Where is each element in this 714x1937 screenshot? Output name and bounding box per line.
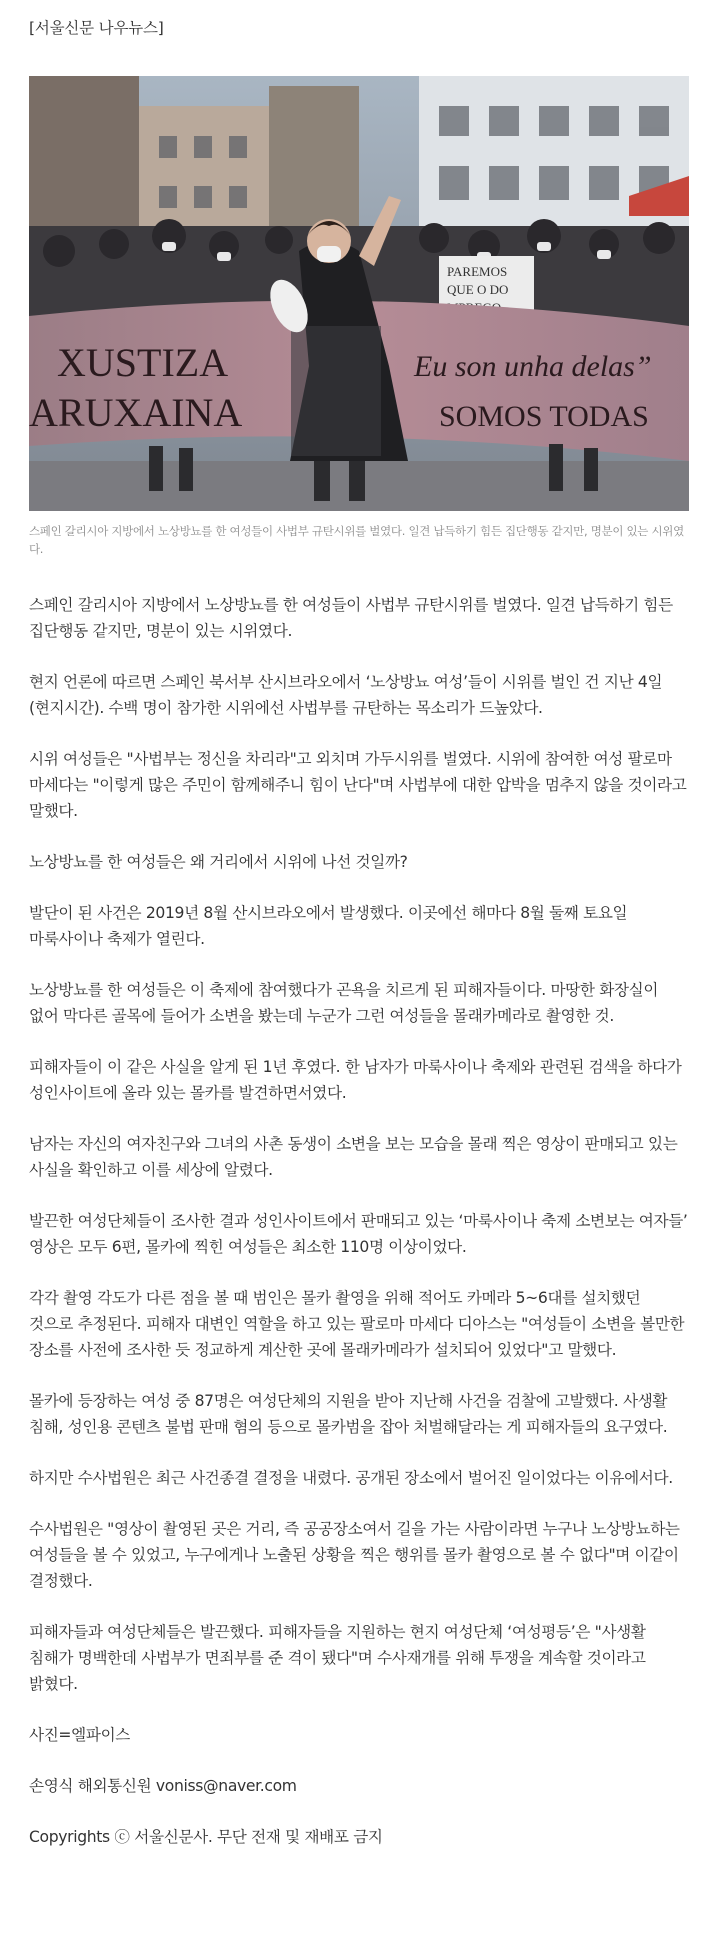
article-photo bbox=[29, 76, 689, 511]
paragraph: 남자는 자신의 여자친구와 그녀의 사촌 동생이 소변을 보는 모습을 몰래 찍은 영상이 판매되고 있는 사실을 확인하고 이를 세상에 알렸다. bbox=[29, 1135, 678, 1179]
banner-slogan: SOMOS TODAS bbox=[439, 400, 649, 433]
paragraph: 피해자들과 여성단체들은 발끈했다. 피해자들을 지원하는 현지 여성단체 ‘여성평등’은 "사생활 침해가 명백한데 사법부가 면죄부를 준 격이 됐다"며 수사재개를 위해 투쟁을 계속할 것이라고 밝혔다. bbox=[29, 1623, 646, 1693]
paragraph: 피해자들이 이 같은 사실을 알게 된 1년 후였다. 한 남자가 마룩사이나 축제와 관련된 검색을 하다가 성인사이트에 올라 있는 몰카를 발견하면서였다. bbox=[29, 1058, 682, 1102]
protest-photo-illustration bbox=[29, 76, 689, 511]
paragraph: 스페인 갈리시아 지방에서 노상방뇨를 한 여성들이 사법부 규탄시위를 벌였다. 일견 납득하기 힘든 집단행동 같지만, 명분이 있는 시위였다. bbox=[29, 596, 673, 640]
copyright: Copyrights ⓒ 서울신문사. 무단 전재 및 재배포 금지 bbox=[29, 1828, 383, 1846]
svg-text:QUE O DO: QUE O DO bbox=[447, 282, 509, 297]
banner-line-1: XUSTIZA bbox=[57, 340, 229, 385]
byline: 손영식 해외통신원 voniss@naver.com bbox=[29, 1777, 297, 1795]
paragraph: 노상방뇨를 한 여성들은 이 축제에 참여했다가 곤욕을 치르게 된 피해자들이다. 마땅한 화장실이 없어 막다른 골목에 들어가 소변을 봤는데 누군가 그런 여성들을 몰래카메라로 촬영한 것. bbox=[29, 981, 659, 1025]
paragraph: 수사법원은 "영상이 촬영된 곳은 거리, 즉 공공장소여서 길을 가는 사람이라면 누구나 노상방뇨하는 여성들을 볼 수 있었고, 누구에게나 노출된 상황을 찍은 행위를 몰카 촬영으로 볼 수 없다"며 이같이 결정했다. bbox=[29, 1520, 680, 1590]
banner-line-2: ARUXAINA bbox=[29, 390, 243, 435]
paragraph: 각각 촬영 각도가 다른 점을 볼 때 범인은 몰카 촬영을 위해 적어도 카메라 5~6대를 설치했던 것으로 추정된다. 피해자 대변인 역할을 하고 있는 팔로마 마세다 디아스는 "여성들이 소변을 볼만한 장소를 사전에 조사한 듯 정교하게 계산한 곳에 몰래카메라가 설치되어 있었다"고 말했다. bbox=[29, 1289, 685, 1359]
paragraph: 발단이 된 사건은 2019년 8월 산시브라오에서 발생했다. 이곳에선 해마다 8월 둘째 토요일 마룩사이나 축제가 열린다. bbox=[29, 904, 628, 948]
paragraph: 몰카에 등장하는 여성 중 87명은 여성단체의 지원을 받아 지난해 사건을 검찰에 고발했다. 사생활 침해, 성인용 콘텐츠 불법 판매 혐의 등으로 몰카범을 잡아 처벌해달라는 게 피해자들의 요구였다. bbox=[29, 1392, 668, 1436]
paragraph: 하지만 수사법원은 최근 사건종결 결정을 내렸다. 공개된 장소에서 벌어진 일이었다는 이유에서다. bbox=[29, 1469, 673, 1487]
photo-caption: 스페인 갈리시아 지방에서 노상방뇨를 한 여성들이 사법부 규탄시위를 벌였다. 일견 납득하기 힘든 집단행동 같지만, 명분이 있는 시위였다. bbox=[29, 524, 684, 556]
paragraph: 발끈한 여성단체들이 조사한 결과 성인사이트에서 판매되고 있는 ‘마룩사이나 축제 소변보는 여자들’ 영상은 모두 6편, 몰카에 찍힌 여성들은 최소한 110명 이상이었다. bbox=[29, 1212, 688, 1256]
paragraph: 현지 언론에 따르면 스페인 북서부 산시브라오에서 ‘노상방뇨 여성’들이 시위를 벌인 건 지난 4일(현지시간). 수백 명이 참가한 시위에선 사법부를 규탄하는 목소리가 드높았다. bbox=[29, 673, 663, 717]
paragraph: 시위 여성들은 "사법부는 정신을 차리라"고 외치며 가두시위를 벌였다. 시위에 참여한 여성 팔로마 마세다는 "이렇게 많은 주민이 함께해주니 힘이 난다"며 사법부에 대한 압박을 멈추지 않을 것이라고 말했다. bbox=[29, 750, 687, 820]
source-tag: [서울신문 나우뉴스] bbox=[29, 19, 164, 37]
sign-line-1: PAREMOS bbox=[447, 264, 508, 279]
banner-quote: Eu son unha delas” bbox=[414, 350, 652, 383]
article-body bbox=[29, 592, 689, 1875]
paragraph: 노상방뇨를 한 여성들은 왜 거리에서 시위에 나선 것일까? bbox=[29, 853, 408, 871]
photo-credit: 사진=엘파이스 bbox=[29, 1726, 130, 1744]
